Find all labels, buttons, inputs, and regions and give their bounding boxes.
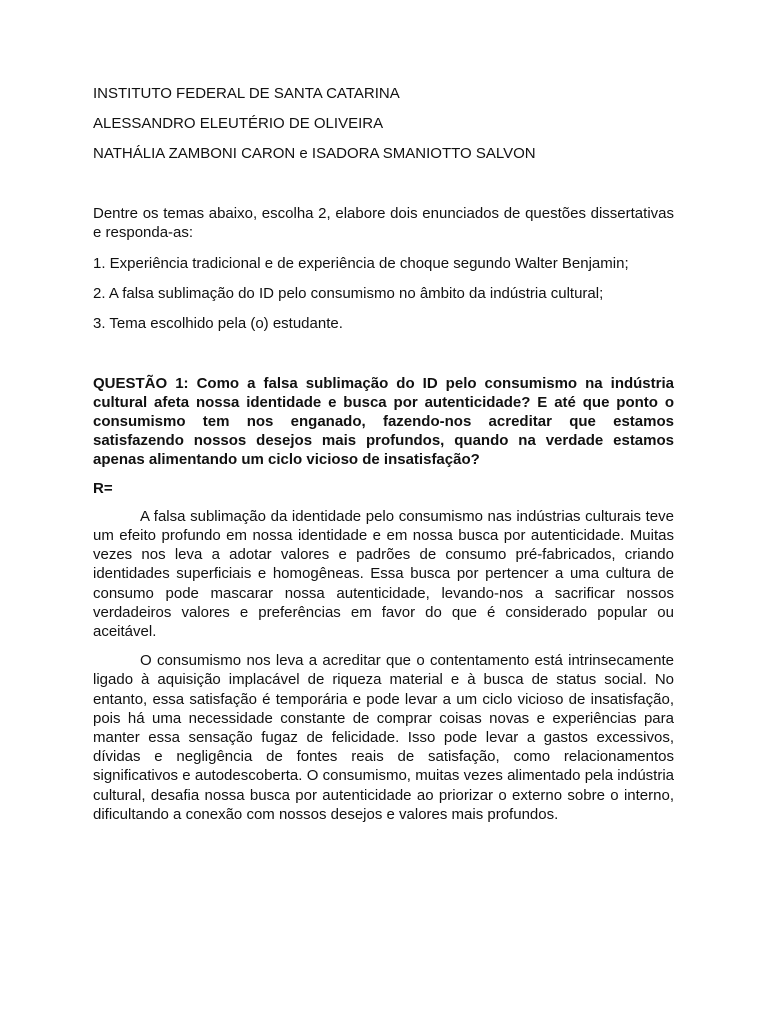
institution-name: INSTITUTO FEDERAL DE SANTA CATARINA — [93, 85, 400, 102]
teacher-name: ALESSANDRO ELEUTÉRIO DE OLIVEIRA — [93, 115, 384, 133]
topic-item: 3. Tema escolhido pela (o) estudante. — [93, 315, 343, 333]
student-names: NATHÁLIA ZAMBONI CARON e ISADORA SMANIOTTO SALVON — [93, 145, 536, 163]
instructions-text: Dentre os temas abaixo, escolha 2, elabore dois enunciados de questões dissertativas e responda-as: — [93, 204, 674, 241]
topic-list — [93, 254, 674, 334]
answer-label: R= — [93, 479, 113, 497]
topic-item: 1. Experiência tradicional e de experiência de choque segundo Walter Benjamin; — [93, 255, 629, 273]
answer-paragraph: A falsa sublimação da identidade pelo consumismo nas indústrias culturais teve um efeito profundo em nossa identidade e em nossa busca por autenticidade. Muitas vezes nos leva a adotar valores e padrões de consumo pré-fabricados, criando identidades superficiais e homogêneas. Essa busca por pertencer a uma cultura de consumo pode mascarar nossa autenticidade, levando-nos a sacrificar nossos verdadeiros valores e preferências em favor do que é considerado popular ou aceitável. — [93, 507, 674, 641]
topic-item: 2. A falsa sublimação do ID pelo consumismo no âmbito da indústria cultural; — [93, 285, 604, 303]
answer-paragraph: O consumismo nos leva a acreditar que o contentamento está intrinsecamente ligado à aquisição implacável de riqueza material e à busca de status social. No entanto, essa satisfação é temporária e pode levar a um ciclo vicioso de insatisfação, pois há uma necessidade constante de comprar coisas novas e experiências para manter essa sensação fugaz de felicidade. Isso pode levar a gastos excessivos, dívidas e negligência de fontes reais de satisfação, como relacionamentos significativos e autodescoberta. O consumismo, muitas vezes alimentado pela indústria cultural, desafia nossa busca por autenticidade ao priorizar o externo sobre o interno, dificultando a conexão com nossos desejos e valores mais profundos. — [93, 652, 674, 823]
question-section — [93, 374, 674, 824]
question-heading: QUESTÃO 1: Como a falsa sublimação do ID pelo consumismo na indústria cultural afeta nossa identidade e busca por autenticidade? E até que ponto o consumismo tem nos enganado, fazendo-nos acreditar que estamos satisfazendo nossos desejos mais profundos, quando na verdade estamos apenas alimentando um ciclo vicioso de insatisfação? — [93, 374, 674, 469]
document-header — [93, 84, 674, 164]
